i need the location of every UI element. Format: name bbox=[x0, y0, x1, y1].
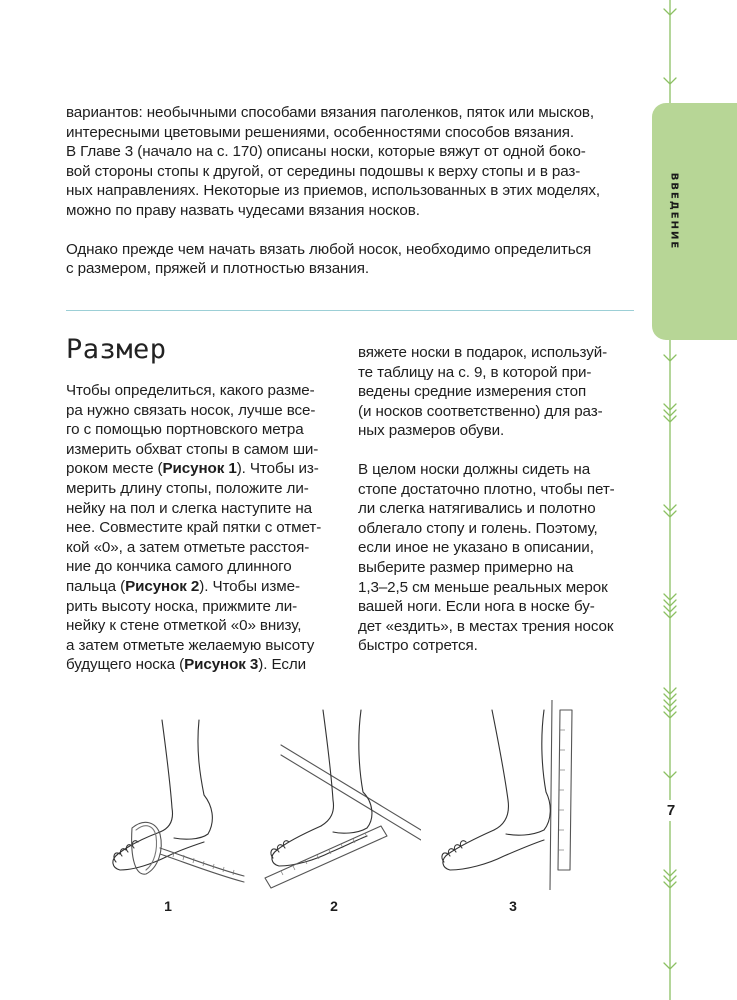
text-line: вариантов: необычными способами вязания паголенков, пяток или мысков, bbox=[66, 104, 595, 121]
right-column-paragraph-2: В целом носки должны сидеть на стопе достаточно плотно, чтобы пет- ли слегка натягивались и полотно облегало стопу и голень. Поэтому, если иное не указано в описании, выберите размер примерно на 1,3–2,5 см меньше реальных мерок вашей ноги. Если нога в носке бу- дет «ездить», в местах трения носок быстро сотрется. bbox=[358, 460, 615, 655]
intro-paragraph-2 bbox=[66, 240, 632, 279]
left-column bbox=[66, 381, 348, 694]
right-column-paragraph-1: вяжете носки в подарок, используй- те таблицу на с. 9, в которой при- ведены средние измерения стоп (и носков соответственно) для раз- ных размеров обуви. bbox=[358, 344, 608, 440]
text-segment: ). Если bbox=[258, 656, 306, 674]
section-heading: Размер bbox=[66, 334, 167, 365]
section-divider bbox=[66, 310, 634, 311]
chapter-label-text: ВВЕДЕНИЕ bbox=[668, 172, 680, 251]
text-line: интересными цветовыми решениями, особенностями способов вязания. bbox=[66, 123, 575, 141]
text-line: В Главе 3 (начало на с. 170) описаны носки, которые вяжут от одной боко- bbox=[66, 143, 586, 161]
foot-circumference-measure-icon bbox=[104, 700, 249, 890]
text-segment: ). Чтобы изме- рить высоту носка, прижмите ли- нейку к стене отметкой «0» внизу, а затем отметьте желаемую высоту будущего носка ( bbox=[66, 577, 315, 674]
text-segment: ). Чтобы из- мерить длину стопы, положите ли- нейку на пол и слегка наступите на нее. Совместите край пятки с отмет- кой «0», а затем отметьте расстоя- ние до кончика самого длинного пальца ( bbox=[66, 460, 322, 595]
text-line: можно по праву назвать чудесами вязания носков. bbox=[66, 201, 420, 219]
foot-length-ruler-icon bbox=[261, 700, 421, 890]
text-segment: Чтобы определиться, какого разме- ра нужно связать носок, лучше все- го с помощью портновского метра измерить обхват стопы в самом ши- роком месте ( bbox=[66, 382, 319, 478]
figure-2-label: 2 bbox=[330, 898, 338, 914]
figure-reference: Рисунок 1 bbox=[162, 460, 237, 478]
right-column bbox=[358, 343, 638, 675]
chapter-tab bbox=[652, 103, 737, 340]
text-line: Однако прежде чем начать вязать любой носок, необходимо определиться bbox=[66, 240, 592, 258]
figure-1-label: 1 bbox=[164, 898, 172, 914]
foot-height-wall-ruler-icon bbox=[432, 700, 597, 890]
text-line: с размером, пряжей и плотностью вязания. bbox=[66, 260, 369, 278]
intro-paragraph-1 bbox=[66, 103, 632, 221]
figure-3-label: 3 bbox=[509, 898, 517, 914]
left-column-paragraph bbox=[66, 381, 348, 675]
figure-reference: Рисунок 3 bbox=[184, 656, 259, 674]
page-number: 7 bbox=[658, 800, 684, 821]
text-line: ных направлениях. Некоторые из приемов, использованных в этих моделях, bbox=[66, 182, 600, 200]
text-line: вой стороны стопы к другой, от середины подошвы к верху стопы и в раз- bbox=[66, 162, 581, 180]
figure-reference: Рисунок 2 bbox=[125, 577, 200, 595]
intro-text bbox=[66, 103, 632, 298]
